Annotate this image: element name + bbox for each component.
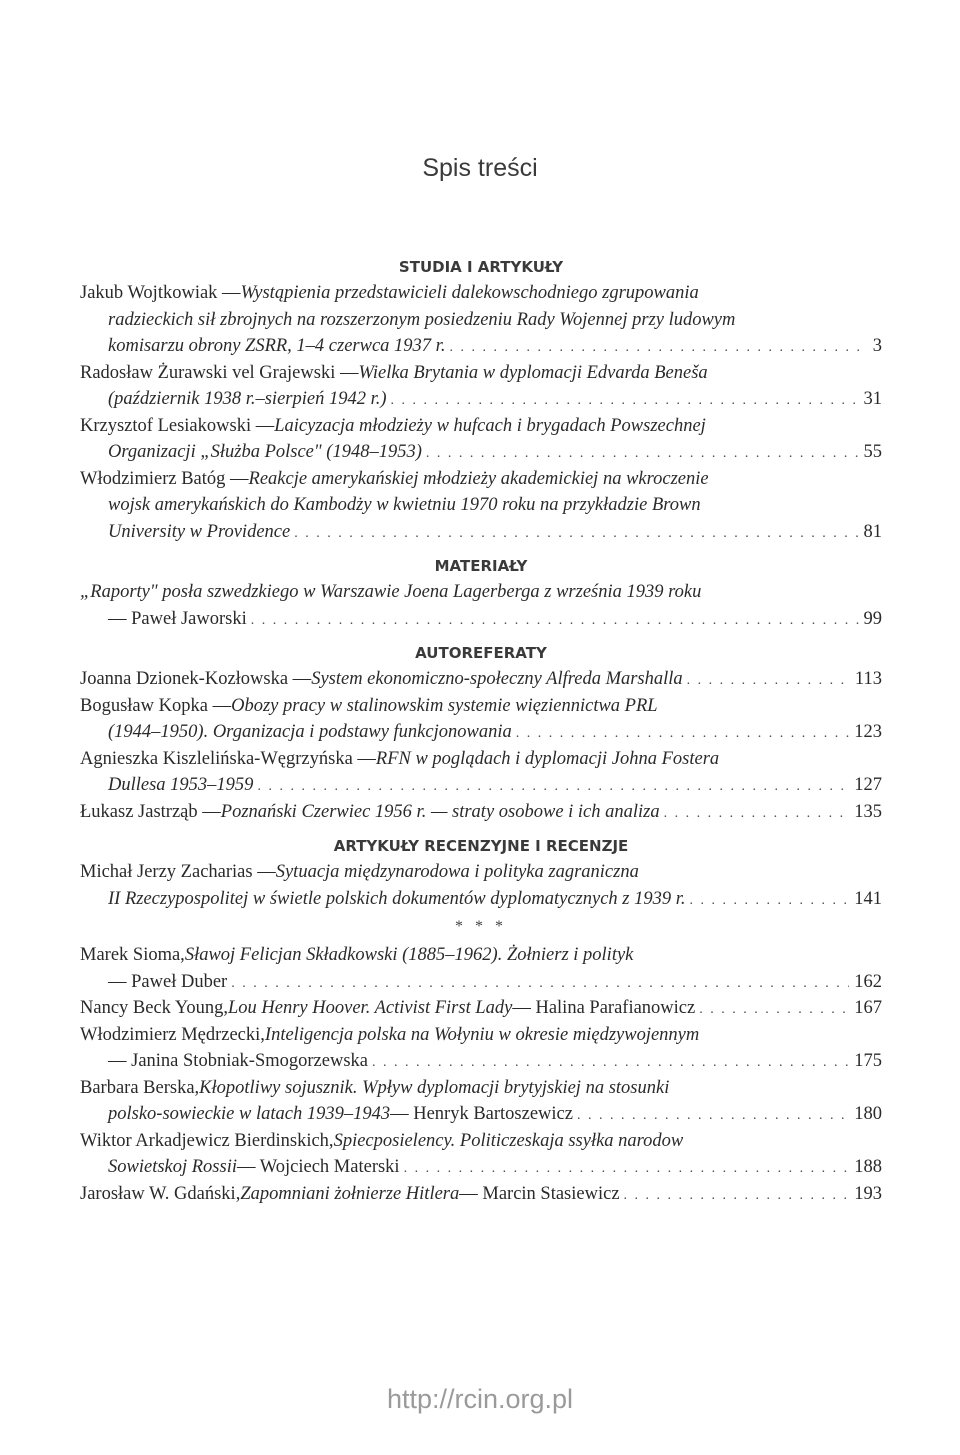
page-number[interactable]: 193 [854,1183,882,1204]
entry-title: Lou Henry Hoover. Activist First Lady [228,998,513,1018]
toc-line [80,666,882,693]
entry-title: Sytuacja międzynarodowa i polityka zagraniczna [275,862,639,882]
separator-stars: * * * [455,918,507,935]
page-number[interactable]: 3 [872,336,882,356]
entry-text: Wiktor Arkadjewicz Bierdinskich, [80,1130,334,1151]
entry-text: — Paweł Jaworski [108,608,247,629]
entry-title: radzieckich sił zbrojnych na rozszerzonym posiedzeniu Rady Wojennej przy ludowym [108,309,736,330]
page-number[interactable]: 135 [854,801,882,822]
entry-text: — Janina Stobniak-Smogorzewska [108,1051,368,1071]
toc-line [80,360,882,387]
dot-leader [257,774,849,801]
entry-title: Laicyzacja młodzieży w hufcach i brygadach Powszechnej [274,415,706,436]
entry-title: II Rzeczypospolitej w świetle polskich dokumentów dyplomatycznych z 1939 r. [108,888,686,909]
entry-title: Wielka Brytania w dyplomacji Edvarda Beneša [358,362,708,383]
entry-title: Dullesa 1953–1959 [108,775,254,795]
entry-text: — Marcin Stasiewicz [459,1183,620,1204]
toc-line [80,693,882,720]
dot-leader [231,971,849,998]
entry-title: (1944–1950). Organizacja i podstawy funkcjonowania [108,722,512,742]
footer-url: http://rcin.org.pl [386,1384,574,1414]
entry-text: Jarosław W. Gdański, [80,1183,241,1204]
entry-title: Kłopotliwy sojusznik. Wpływ dyplomacji brytyjskiej na stosunki [199,1077,670,1098]
table-of-contents [80,254,882,1207]
dot-leader [664,801,850,828]
toc-line [80,333,882,360]
entry-text: Barbara Berska, [80,1077,200,1098]
entry-text: Joanna Dzionek-Kozłowska — [80,669,312,689]
entry-text: Włodzimierz Batóg — [80,468,249,489]
toc-line [80,1022,882,1049]
section-heading: ARTYKUŁY RECENZYJNE I RECENZJE [333,837,629,855]
dot-leader [251,608,859,635]
entry-title: Zapomniani żołnierze Hitlera [240,1183,460,1204]
entry-text: Włodzimierz Mędrzecki, [80,1024,265,1045]
toc-line [80,772,882,799]
dot-leader [624,1183,850,1210]
toc-line [80,799,882,826]
toc-line [80,307,882,334]
entry-title: Spiecposielency. Politiczeskaja ssyłka narodow [333,1130,684,1151]
toc-line [80,995,882,1022]
toc-line [80,1154,882,1181]
entry-title: Reakcje amerykańskiej młodzieży akademickiej na wkroczenie [248,468,709,489]
page-number[interactable]: 175 [854,1051,882,1071]
toc-line [80,746,882,773]
entry-text: Radosław Żurawski vel Grajewski — [80,362,359,383]
entry-text: Krzysztof Lesiakowski — [80,415,275,436]
page-number[interactable]: 180 [854,1104,882,1124]
toc-line [80,579,882,606]
entry-text: Jakub Wojtkowiak — [80,283,241,303]
dot-leader [449,335,867,362]
entry-title: Poznański Czerwiec 1956 r. — straty osobowe i ich analiza [220,801,660,822]
section-heading: MATERIAŁY [434,557,528,575]
dot-leader [404,1156,850,1183]
dot-leader [699,997,849,1024]
page-number[interactable]: 81 [863,521,882,542]
entry-text: Michał Jerzy Zacharias — [80,862,276,882]
page-number[interactable]: 127 [854,775,882,795]
toc-line [80,466,882,493]
entry-text: Łukasz Jastrząb — [80,801,221,822]
page-number[interactable]: 55 [863,442,882,462]
page-number[interactable]: 141 [854,888,882,909]
dot-leader [294,521,858,548]
toc-line [80,942,882,969]
dot-leader [391,388,859,415]
entry-title: Sławoj Felicjan Składkowski (1885–1962). Żołnierz i polityk [184,945,634,965]
entry-title: System ekonomiczno-społeczny Alfreda Marshalla [311,669,683,689]
entry-text: — Halina Parafianowicz [512,998,696,1018]
entry-text: — Henryk Bartoszewicz [390,1104,573,1124]
toc-line [80,492,882,519]
page-title: Spis treści [422,154,538,182]
toc-line [80,719,882,746]
toc-line [80,969,882,996]
entry-title: (październik 1938 r.–sierpień 1942 r.) [108,389,387,409]
entry-title: RFN w poglądach i dyplomacji Johna Fostera [375,748,720,769]
section-heading: STUDIA I ARTYKUŁY [398,258,564,276]
dot-leader [426,441,859,468]
toc-line [80,386,882,413]
toc-line [80,413,882,440]
entry-title: polsko-sowieckie w latach 1939–1943 [108,1104,391,1124]
entry-title: University w Providence [108,521,291,542]
entry-text: Bogusław Kopka — [80,695,232,716]
dot-leader [372,1050,849,1077]
entry-title: Obozy pracy w stalinowskim systemie więziennictwa PRL [231,695,658,716]
dot-leader [687,668,850,695]
toc-line [80,886,882,913]
entry-title: komisarzu obrony ZSRR, 1–4 czerwca 1937 r. [108,336,446,356]
toc-line [80,1128,882,1155]
dot-leader [690,888,850,915]
toc-line [80,1181,882,1208]
entry-title: „Raporty" posła szwedzkiego w Warszawie Joena Lagerberga z września 1939 roku [80,582,702,602]
page-number[interactable]: 99 [863,608,882,629]
page-number[interactable]: 123 [854,722,882,742]
entry-title: Wystąpienia przedstawicieli dalekowschodniego zgrupowania [240,283,699,303]
entry-title: Organizacji „Służba Polsce" (1948–1953) [108,442,422,462]
toc-line [80,439,882,466]
dot-leader [516,721,850,748]
section-heading: AUTOREFERATY [415,644,547,662]
entry-text: Marek Sioma, [80,945,185,965]
entry-title: Inteligencja polska na Wołyniu w okresie międzywojennym [264,1024,700,1045]
dot-leader [577,1103,849,1130]
toc-line [80,519,882,546]
entry-title: wojsk amerykańskich do Kambodży w kwietniu 1970 roku na przykładzie Brown [108,495,701,515]
page-number[interactable]: 31 [863,389,882,409]
page-number[interactable]: 167 [854,998,882,1018]
entry-title: Sowietskoj Rossii [108,1157,237,1177]
toc-line [80,606,882,633]
entry-text: Agnieszka Kiszlelińska-Węgrzyńska — [80,748,376,769]
toc-line [80,859,882,886]
page-number[interactable]: 113 [854,669,882,689]
toc-line [80,280,882,307]
entry-text: — Paweł Duber [108,971,228,992]
toc-line [80,1075,882,1102]
toc-line [80,1101,882,1128]
page-number[interactable]: 162 [854,971,882,992]
page-number[interactable]: 188 [854,1157,882,1177]
entry-text: Nancy Beck Young, [80,998,228,1018]
toc-line [80,1048,882,1075]
entry-text: — Wojciech Materski [237,1157,400,1177]
